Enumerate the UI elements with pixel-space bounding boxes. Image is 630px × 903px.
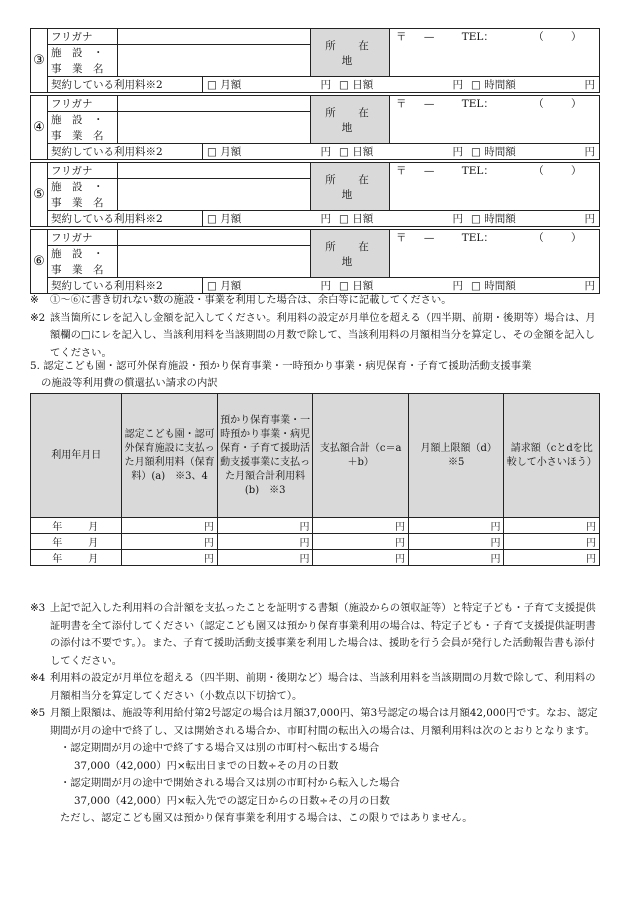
facility-table [30,229,600,294]
facility-name-input[interactable] [118,112,311,144]
daily-checkbox[interactable]: □ 日額 [339,213,374,225]
facility-label: 施 設 ・ [48,112,118,128]
tel-paren-close: ） [571,165,582,177]
hourly-checkbox[interactable]: □ 時間額 [471,146,516,158]
daily-checkbox[interactable]: □ 日額 [339,79,374,91]
note5-final: ただし、認定こども園又は預かり保育事業を利用する場合は、この限りではありません。 [60,812,473,824]
business-label: 事 業 名 [48,262,118,278]
facility-block [30,28,600,93]
claim-d[interactable]: 円 [408,550,504,566]
daily-checkbox[interactable]: □ 日額 [339,146,374,158]
monthly-checkbox[interactable]: □ 月額 [207,213,242,225]
postal-dash: — [423,165,435,177]
note-2 [30,310,602,363]
claim-b[interactable]: 円 [217,518,313,534]
claim-d[interactable]: 円 [408,518,504,534]
facility-number: ④ [31,96,48,160]
claim-c[interactable]: 円 [313,518,409,534]
business-label: 事 業 名 [48,195,118,211]
address-label: 所 在 地 [311,230,390,278]
hourly-yen: 円 [584,79,595,91]
postal-dash: — [423,232,435,244]
tel-label: TEL： [461,165,494,177]
monthly-yen: 円 [320,146,331,158]
note-text: ①～⑥に書き切れない数の施設・事業を利用した場合は、余白等に記載してください。 [50,294,452,306]
hourly-yen: 円 [584,280,595,292]
section5-title-line1: 5. 認定こども園・認可外保育施設・預かり保育事業・一時預かり事業・病児保育・子育て援助活動支援事業 [30,360,532,372]
header-usage-month: 利用年月日 [31,394,122,518]
contract-fee-label: 契約している利用料※2 [48,77,203,92]
address-input[interactable] [390,163,600,211]
hourly-yen: 円 [584,213,595,225]
note-4 [30,670,602,705]
notes-bottom [30,600,602,828]
furigana-label: フリガナ [48,29,118,45]
claim-year-month[interactable]: 年 月 [31,534,122,550]
furigana-input[interactable] [118,29,311,45]
postal-dash: — [423,31,435,43]
note-asterisk [30,292,602,310]
tel-label: TEL： [461,31,494,43]
note5-bullet-2: ・認定期間が月の途中で開始される場合又は別の市町村から転入した場合 [60,777,400,789]
facility-number: ⑤ [31,163,48,227]
furigana-label: フリガナ [48,163,118,179]
business-label: 事 業 名 [48,128,118,144]
facility-table [30,28,600,93]
facility-label: 施 設 ・ [48,45,118,61]
postal-mark: 〒 [396,165,407,177]
furigana-input[interactable] [118,230,311,246]
claim-row [31,534,600,550]
monthly-yen: 円 [320,79,331,91]
header-facility-fee: 認定こども園・認可外保育施設に支払った月額利用料（保育料）(a) ※3、4 [122,394,218,518]
daily-yen: 円 [452,146,463,158]
note-mark: ※5 [30,707,46,719]
note-mark: ※3 [30,602,46,614]
hourly-yen: 円 [584,146,595,158]
contract-fee-row [48,211,600,227]
claim-header-row [31,394,600,518]
claim-row [31,550,600,566]
facility-table [30,162,600,227]
postal-mark: 〒 [396,31,407,43]
furigana-input[interactable] [118,163,311,179]
notes-top [30,292,602,362]
postal-mark: 〒 [396,232,407,244]
furigana-label: フリガナ [48,230,118,246]
monthly-checkbox[interactable]: □ 月額 [207,146,242,158]
note-mark: ※2 [30,311,46,324]
note-mark: ※4 [30,672,46,684]
monthly-yen: 円 [320,213,331,225]
note5-formula-1: 37,000（42,000）円×転出日までの日数÷その月の日数 [74,759,339,772]
furigana-label: フリガナ [48,96,118,112]
tel-label: TEL： [461,98,494,110]
facility-name-input[interactable] [118,45,311,77]
postal-dash: — [423,98,435,110]
tel-paren-close: ） [571,31,582,43]
contract-fee-row [48,144,600,160]
note-5 [30,705,602,740]
facility-name-input[interactable] [118,179,311,211]
furigana-input[interactable] [118,96,311,112]
claim-d[interactable]: 円 [408,534,504,550]
hourly-checkbox[interactable]: □ 時間額 [471,213,516,225]
claim-c[interactable]: 円 [313,534,409,550]
header-monthly-cap: 月額上限額（d） ※5 [408,394,504,518]
contract-fee-label: 契約している利用料※2 [48,278,203,293]
claim-year-month[interactable]: 年 月 [31,550,122,566]
note-3 [30,600,602,670]
address-label: 所 在 地 [311,96,390,144]
business-label: 事 業 名 [48,61,118,77]
daily-yen: 円 [452,213,463,225]
section5-title-line2: の施設等利用費の償還払い請求の内訳 [41,377,218,389]
tel-label: TEL： [461,232,494,244]
daily-yen: 円 [452,79,463,91]
note-text: 利用料の設定が月単位を超える（四半期、前期・後期など）場合は、当該利用料を当該期間の月数で除して、利用料の月額相当分を算定してください（小数点以下切捨て）。 [50,672,596,702]
section5-title [30,358,602,392]
tel-paren-open: （ [533,98,544,110]
claim-year-month[interactable]: 年 月 [31,518,122,534]
claim-rows [31,518,600,566]
facility-name-input[interactable] [118,246,311,278]
tel-paren-open: （ [533,165,544,177]
header-claim-amount: 請求額（cとdを比較して小さいほう） [504,394,600,518]
claim-row [31,518,600,534]
header-total-paid: 支払額合計（c＝a＋b） [313,394,409,518]
address-input[interactable] [390,96,600,144]
tel-paren-close: ） [571,232,582,244]
contract-fee-label: 契約している利用料※2 [48,144,203,159]
claim-e[interactable]: 円 [504,534,600,550]
note5-formula-2: 37,000（42,000）円×転入先での認定日からの日数÷その月の日数 [74,794,390,807]
claim-a[interactable]: 円 [122,534,218,550]
facility-block [30,162,600,227]
header-childcare-fee: 預かり保育事業・一時預かり事業・病児保育・子育て援助活動支援事業に支払った月額合計利用料(b) ※3 [217,394,313,518]
address-input[interactable] [390,29,600,77]
note-text: 上記で記入した利用料の合計額を支払ったことを証明する書類（施設からの領収証等）と特定子ども・子育て支援提供証明書を全て添付してください（認定こども園又は預かり保育事業利用の場合は、特定子ども・子育て支援提供証明書の添付は不要です。）。また、子育て援助活動支援事業を利用した場合は、援助を行う会員が発行した活動報告書も添付してください。 [50,602,596,667]
tel-paren-open: （ [533,232,544,244]
daily-yen: 円 [452,280,463,292]
address-label: 所 在 地 [311,29,390,77]
claim-a[interactable]: 円 [122,550,218,566]
claim-b[interactable]: 円 [217,534,313,550]
contract-fee-label: 契約している利用料※2 [48,211,203,226]
claim-b[interactable]: 円 [217,550,313,566]
facility-table [30,95,600,160]
facility-number: ③ [31,29,48,93]
note-mark: ※ [30,294,39,306]
note5-bullet-1: ・認定期間が月の途中で終了する場合又は別の市町村へ転出する場合 [60,742,380,754]
hourly-checkbox[interactable]: □ 時間額 [471,280,516,292]
facility-block [30,229,600,294]
note-text: 該当箇所にレを記入し金額を記入してください。利用料の設定が月単位を超える（四半期、前期・後期等）場合は、月額欄の□にレを記入し、当該利用料を当該期間の月数で除して、当該利用料の月額相当分を算定し、その金額を記入してください。 [50,311,596,359]
monthly-yen: 円 [320,280,331,292]
facility-number: ⑥ [31,230,48,294]
tel-paren-open: （ [533,31,544,43]
note-text: 月額上限額は、施設等利用給付第2号認定の場合は月額37,000円、第3号認定の場合は月額42,000円です。なお、認定期間が月の途中で終了し、又は開始される場合か、市町村間の転出入の場合は、月額利用料は次のとおりとなります。 [50,707,598,737]
claim-a[interactable]: 円 [122,518,218,534]
monthly-checkbox[interactable]: □ 月額 [207,79,242,91]
address-label: 所 在 地 [311,163,390,211]
daily-checkbox[interactable]: □ 日額 [339,280,374,292]
claim-c[interactable]: 円 [313,550,409,566]
claim-e[interactable]: 円 [504,518,600,534]
address-input[interactable] [390,230,600,278]
facility-label: 施 設 ・ [48,246,118,262]
claim-table [30,393,600,566]
claim-e[interactable]: 円 [504,550,600,566]
postal-mark: 〒 [396,98,407,110]
facility-label: 施 設 ・ [48,179,118,195]
hourly-checkbox[interactable]: □ 時間額 [471,79,516,91]
monthly-checkbox[interactable]: □ 月額 [207,280,242,292]
facility-block [30,95,600,160]
contract-fee-row [48,77,600,93]
tel-paren-close: ） [571,98,582,110]
